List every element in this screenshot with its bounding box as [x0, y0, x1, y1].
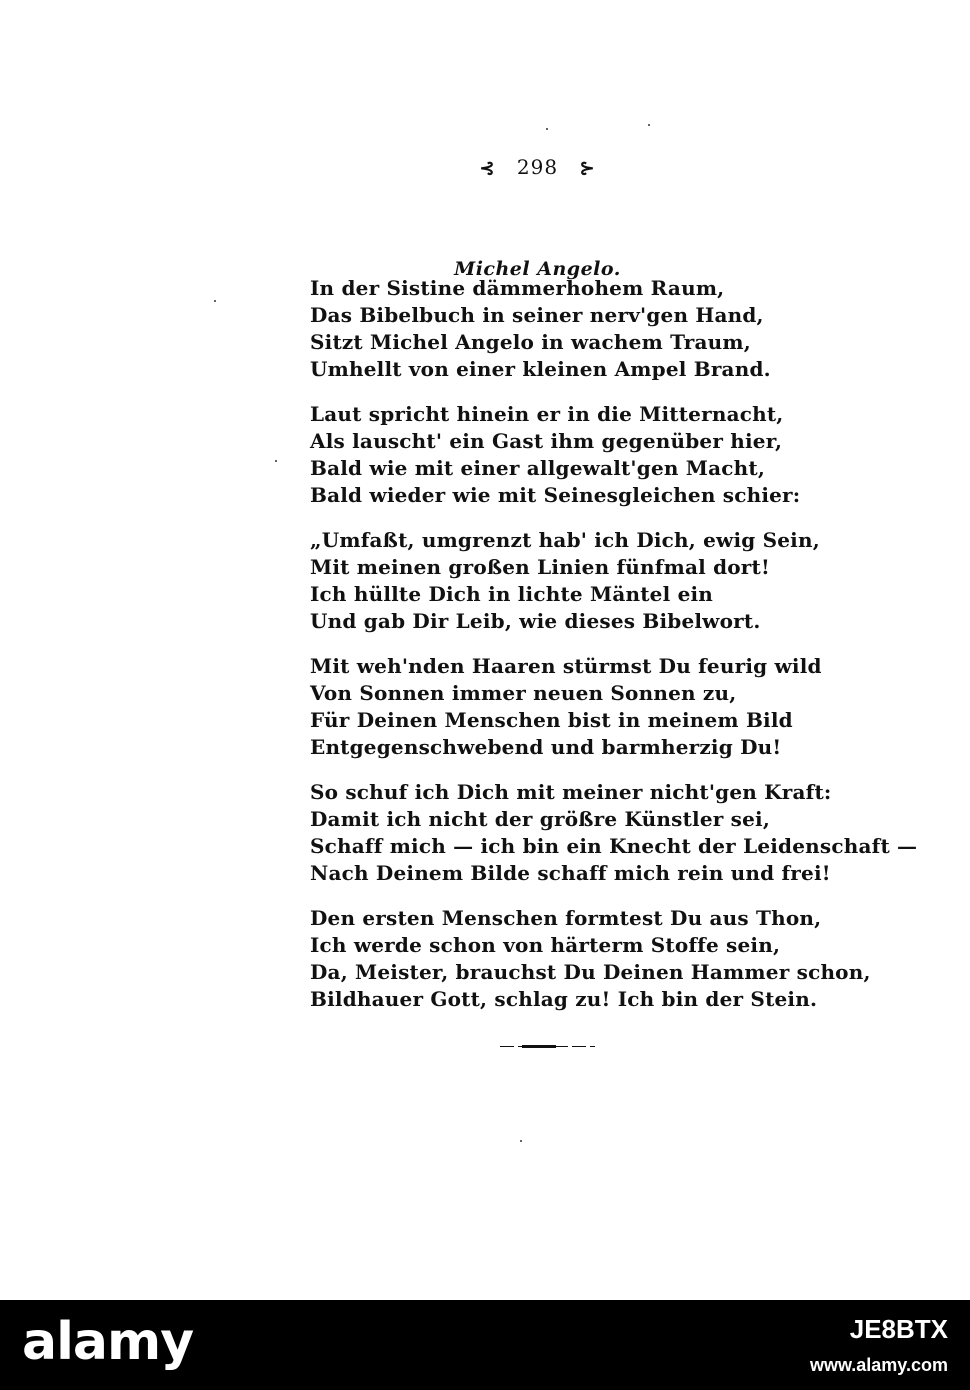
stanza [310, 527, 820, 635]
image-id: JE8BTX [849, 1314, 948, 1344]
poem-line: So schuf ich Dich mit meiner nicht'gen Kraft: [310, 780, 832, 804]
poem-line: Ich hüllte Dich in lichte Mäntel ein [310, 582, 714, 606]
ornament-right-icon: ⊱ [579, 158, 596, 179]
stanza [310, 779, 917, 887]
stanza [310, 653, 822, 761]
poem-line: Von Sonnen immer neuen Sonnen zu, [310, 681, 737, 705]
poem-line: Bildhauer Gott, schlag zu! Ich bin der Stein. [310, 987, 818, 1011]
poem-line: Umhellt von einer kleinen Ampel Brand. [310, 357, 771, 381]
poem-line: Mit meinen großen Linien fünfmal dort! [310, 555, 770, 579]
page-number-header [0, 155, 970, 179]
poem-title: Michel Angelo. [454, 258, 621, 280]
page-number: 298 [516, 155, 559, 179]
ornament-left-icon: ⊰ [479, 158, 496, 179]
poem-line: Den ersten Menschen formtest Du aus Thon, [310, 906, 822, 930]
print-speck [546, 128, 548, 130]
poem-line: Bald wie mit einer allgewalt'gen Macht, [310, 456, 765, 480]
end-ornament-rule [500, 1045, 595, 1049]
poem-line: Nach Deinem Bilde schaff mich rein und frei! [310, 861, 831, 885]
poem-line: Ich werde schon von härterm Stoffe sein, [310, 933, 781, 957]
poem-line: In der Sistine dämmerhohem Raum, [310, 276, 725, 300]
stanza [310, 905, 871, 1013]
poem-line: Da, Meister, brauchst Du Deinen Hammer schon, [310, 960, 871, 984]
watermark-footer [0, 1300, 970, 1390]
poem-line: Schaff mich — ich bin ein Knecht der Leidenschaft — [310, 834, 918, 858]
poem-line: Damit ich nicht der größre Künstler sei, [310, 807, 770, 831]
site-url: www.alamy.com [809, 1355, 948, 1375]
poem-line: Bald wieder wie mit Seinesgleichen schier: [310, 483, 801, 507]
poem-line: Entgegenschwebend und barmherzig Du! [310, 735, 782, 759]
poem-line: Und gab Dir Leib, wie dieses Bibelwort. [310, 609, 761, 633]
poem-line: Laut spricht hinein er in die Mitternacht, [310, 402, 784, 426]
poem-line: Als lauscht' ein Gast ihm gegenüber hier, [310, 429, 783, 453]
poem-line: Sitzt Michel Angelo in wachem Traum, [310, 330, 751, 354]
print-speck [648, 124, 650, 126]
poem-line: Für Deinen Menschen bist in meinem Bild [310, 708, 793, 732]
poem-line: Das Bibelbuch in seiner nerv'gen Hand, [310, 303, 764, 327]
print-speck [520, 1140, 522, 1142]
alamy-logo: alamy [22, 1312, 194, 1372]
poem-line: „Umfaßt, umgrenzt hab' ich Dich, ewig Sein, [310, 528, 820, 552]
print-speck [214, 300, 216, 302]
print-speck [275, 460, 277, 462]
poem-line: Mit weh'nden Haaren stürmst Du feurig wild [310, 654, 822, 678]
stanza [310, 401, 800, 509]
stanza [310, 275, 771, 383]
